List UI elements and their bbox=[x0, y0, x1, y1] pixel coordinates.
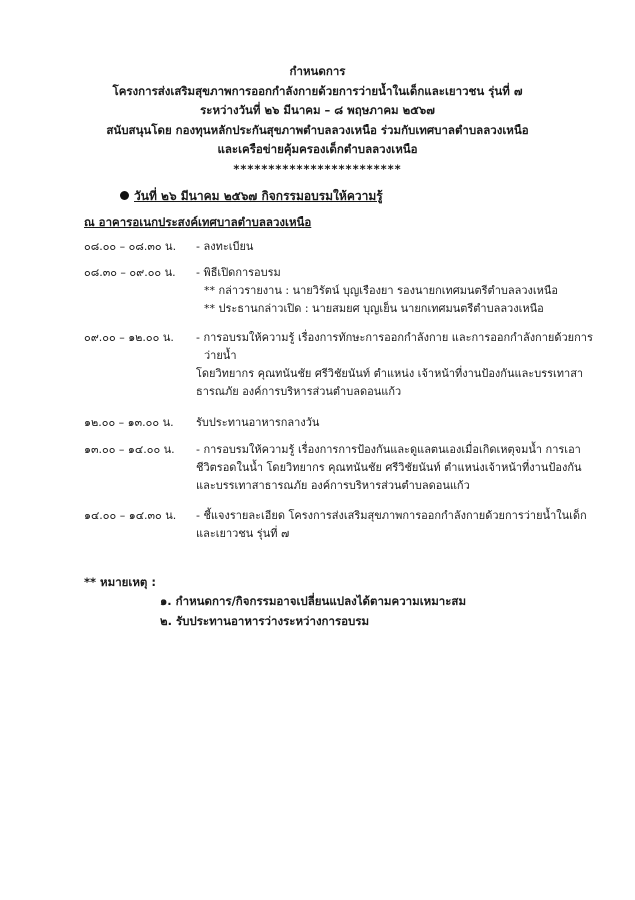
schedule-detail: ธารณภัย องค์การบริหารส่วนตำบลดอนแก้ว bbox=[196, 385, 402, 398]
schedule-detail: และบรรเทาสาธารณภัย องค์การบริหารส่วนตำบลดอนแก้ว bbox=[196, 479, 470, 492]
bullet-icon bbox=[120, 191, 129, 200]
schedule-time: ๑๔.๐๐ – ๑๔.๓๐ น. bbox=[84, 509, 177, 522]
schedule-detail: ชีวิตรอดในน้ำ โดยวิทยากร คุณทนันชัย ศรีวิชัยนันท์ ตำแหน่งเจ้าหน้าที่งานป้องกัน bbox=[196, 461, 582, 474]
schedule-item: - พิธีเปิดการอบรม bbox=[196, 266, 281, 279]
schedule-time: ๑๒.๐๐ – ๑๓.๐๐ น. bbox=[84, 416, 174, 429]
schedule-item: - ลงทะเบียน bbox=[196, 240, 254, 253]
note-item: ๑. กำหนดการ/กิจกรรมอาจเปลี่ยนแปลงได้ตามความเหมาะสม bbox=[160, 594, 467, 608]
schedule-detail: โดยวิทยากร คุณทนันชัย ศรีวิชัยนันท์ ตำแหน่ง เจ้าหน้าที่งานป้องกันและบรรเทาสา bbox=[196, 367, 584, 380]
schedule-item: - การอบรมให้ความรู้ เรื่องการการป้องกันและดูแลตนเองเมื่อเกิดเหตุจมน้ำ การเอา bbox=[196, 443, 581, 456]
day-heading-text: วันที่ ๒๖ มีนาคม ๒๕๖๗ กิจกรรมอบรมให้ความรู้ bbox=[134, 189, 383, 203]
network-line: และเครือข่ายคุ้มครองเด็กตำบลลวงเหนือ bbox=[217, 142, 418, 156]
schedule-subitem: ** กล่าวรายงาน : นายวิรัตน์ บุญเรืองยา รองนายกเทศมนตรีตำบลลวงเหนือ bbox=[204, 284, 559, 297]
schedule-time: ๐๘.๐๐ – ๐๘.๓๐ น. bbox=[84, 240, 177, 253]
note-item: ๒. รับประทานอาหารว่างระหว่างการอบรม bbox=[160, 614, 370, 628]
document-header bbox=[0, 62, 635, 179]
stars-divider: ************************ bbox=[233, 161, 402, 176]
project-dates: ระหว่างวันที่ ๒๖ มีนาคม – ๘ พฤษภาคม ๒๕๖๗ bbox=[200, 103, 435, 117]
notes-title: ** หมายเหตุ : bbox=[84, 575, 156, 589]
schedule-time: ๐๘.๓๐ – ๐๙.๐๐ น. bbox=[84, 266, 176, 279]
notes-list bbox=[160, 591, 466, 631]
day-heading bbox=[120, 187, 383, 206]
venue-line: ณ อาคารอเนกประสงค์เทศบาลตำบลลวงเหนือ bbox=[84, 215, 312, 229]
schedule-time: ๑๓.๐๐ – ๑๔.๐๐ น. bbox=[84, 443, 175, 456]
document-title: กำหนดการ bbox=[289, 64, 346, 78]
schedule-item: - การอบรมให้ความรู้ เรื่องการทักษะการออกกำลังกาย และการออกกำลังกายด้วยการ bbox=[196, 331, 593, 344]
project-name: โครงการส่งเสริมสุขภาพการออกกำลังกายด้วยการว่ายน้ำในเด็กและเยาวชน รุ่นที่ ๗ bbox=[112, 83, 523, 98]
schedule-item: - ชี้แจงรายละเอียด โครงการส่งเสริมสุขภาพการออกกำลังกายด้วยการว่ายน้ำในเด็ก bbox=[196, 509, 587, 522]
sponsor-line: สนับสนุนโดย กองทุนหลักประกันสุขภาพตำบลลวงเหนือ ร่วมกับเทศบาลตำบลลวงเหนือ bbox=[106, 122, 529, 137]
schedule-item-continued: ว่ายน้ำ bbox=[204, 349, 237, 362]
schedule-time: ๐๙.๐๐ – ๑๒.๐๐ น. bbox=[84, 331, 174, 344]
schedule-detail: และเยาวชน รุ่นที่ ๗ bbox=[196, 527, 290, 540]
schedule-subitem: ** ประธานกล่าวเปิด : นายสมยศ บุญเย็น นายกเทศมนตรีตำบลลวงเหนือ bbox=[204, 302, 544, 315]
schedule-item: รับประทานอาหารกลางวัน bbox=[196, 416, 320, 429]
